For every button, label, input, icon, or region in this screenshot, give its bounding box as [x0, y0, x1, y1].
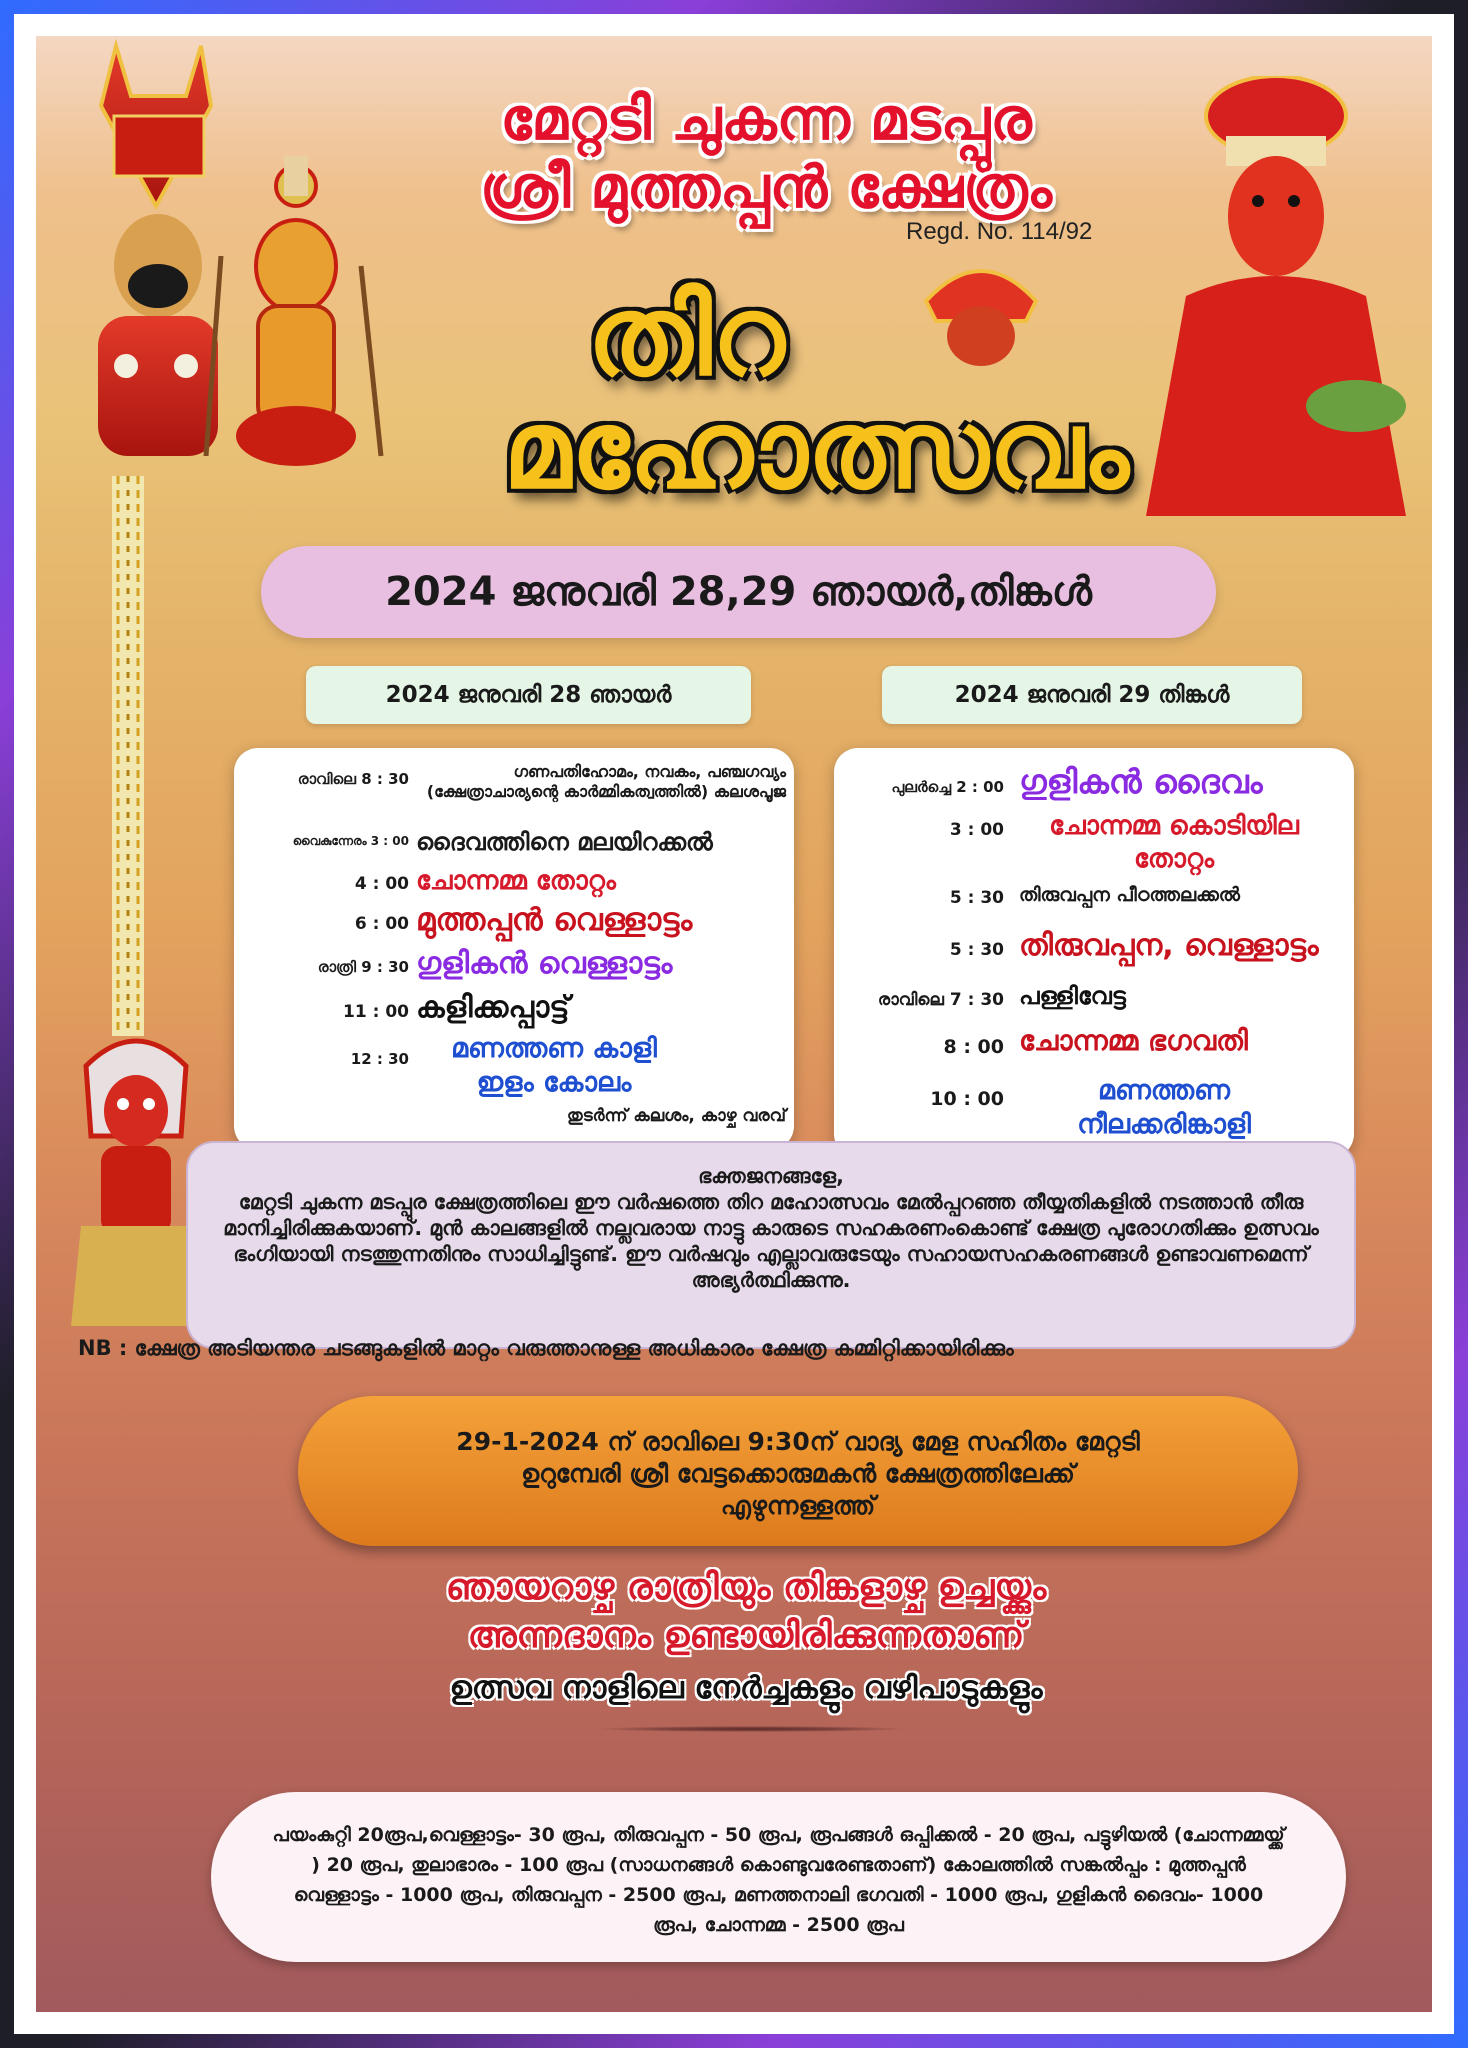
schedule-time: 10 : 00 — [930, 1088, 1004, 1110]
main-date-banner: 2024 ജനുവരി 28,29 ഞായർ,തിങ്കൾ — [261, 546, 1216, 638]
garland-decoration-image — [88, 476, 168, 1036]
offerings-box: പയംകുറ്റി 20രൂപ,വെള്ളാട്ടം- 30 രൂപ, തിരുവപ്പന - 50 രൂപ, രൂപങ്ങൾ ഒപ്പിക്കൽ - 20 രൂപ, പട്ടുഴിയൽ (ചോന്നമ്മയ്ക്ക് ) 20 രൂപ, തുലാഭാരം - 100 രൂപ (സാധനങ്ങൾ കൊണ്ടുവരേണ്ടതാണ്) കോലത്തിൽ സങ്കൽപ്പം : മുത്തപ്പൻ വെള്ളാട്ടം - 1000 രൂപ, തിരുവപ്പന - 2500 രൂപ, മണത്തനാലി ഭഗവതി - 1000 രൂപ, ഗുളികൻ ദൈവം- 1000 രൂപ, ചോന്നമ്മ - 2500 രൂപ — [211, 1792, 1346, 1962]
schedule-event: തിരുവപ്പന, വെള്ളാട്ടം — [1019, 928, 1319, 963]
schedule-event: ചോന്നമ്മ ഭഗവതി — [1019, 1024, 1248, 1057]
day1-label: 2024 ജനുവരി 28 ഞായർ — [306, 666, 751, 724]
schedule-time: 11 : 00 — [343, 1002, 409, 1022]
annadanam-line2: അന്നദാനം ഉണ്ടായിരിക്കുന്നതാണ് — [467, 1615, 1025, 1656]
procession-banner — [298, 1396, 1298, 1546]
schedule-time: വൈകുന്നേരം 3 : 00 — [292, 834, 409, 848]
festival-title-line2: മഹോത്സവം — [503, 388, 1129, 513]
procession-line3: എഴുന്നള്ളത്ത് — [720, 1491, 876, 1520]
schedule-event: തിരുവപ്പന പീഠത്തലക്കൽ — [1019, 884, 1240, 906]
temple-name-line2: ശ്രീ മുത്തപ്പൻ ക്ഷേത്രം — [480, 153, 1052, 221]
annadanam-line1: ഞായറാഴ്ച രാത്രിയും തിങ്കളാഴ്ച ഉച്ചയ്ക്കും — [445, 1567, 1047, 1608]
offerings-title: ഉത്സവ നാളിലെ നേർച്ചകളും വഴിപാടുകളും — [449, 1670, 1043, 1706]
temple-name-line1: മേറ്റടി ചുകന്ന മടപ്പുര — [500, 85, 1032, 153]
schedule-time: 5 : 30 — [949, 888, 1004, 908]
nb-note: NB : ക്ഷേത്ര അടിയന്തര ചടങ്ങുകളിൽ മാറ്റം വരുത്താനുള്ള അധികാരം ക്ഷേത്ര കമ്മിറ്റിക്കായിരിക്കും — [78, 1336, 1014, 1360]
procession-line1: 29-1-2024 ന് രാവിലെ 9:30ന് വാദ്യ മേള സഹിതം മേറ്റടി — [456, 1427, 1140, 1456]
schedule-time: 4 : 00 — [354, 874, 409, 894]
festival-title-line1: തിറ — [587, 272, 785, 400]
schedule-time: 8 : 00 — [943, 1036, 1004, 1058]
schedule-time: 6 : 00 — [354, 914, 409, 934]
message-greeting: ഭക്തജനങ്ങളേ, — [698, 1164, 844, 1188]
schedule-event: ചോന്നമ്മ കൊടിയില തോറ്റം — [1049, 811, 1299, 874]
schedule-event: ഗുളികൻ വെള്ളാട്ടം — [416, 946, 673, 981]
schedule-time: രാവിലെ 8 : 30 — [297, 770, 409, 788]
schedule-time: 3 : 00 — [949, 820, 1004, 840]
schedule-time: പുലർച്ചെ 2 : 00 — [891, 778, 1004, 796]
schedule-time: 12 : 30 — [350, 1050, 409, 1068]
schedule-event: ഗണപതിഹോമം, നവകം, പഞ്ചഗവ്യം (ക്ഷേത്രാചാര്യന്റെ കാർമ്മികത്വത്തിൽ) കലശപൂജ — [426, 762, 786, 801]
divider — [596, 1726, 906, 1732]
schedule-event: മുത്തപ്പൻ വെള്ളാട്ടം — [416, 902, 693, 938]
procession-line2: ഉറുമ്പേരി ശ്രീ വേട്ടക്കൊരുമകൻ ക്ഷേത്രത്തിലേക്ക് — [521, 1459, 1075, 1488]
schedule-time: 5 : 30 — [949, 940, 1004, 960]
day1-schedule-card — [234, 748, 794, 1150]
schedule-footer: തുടർന്ന് കലശം, കാഴ്ച വരവ് — [566, 1106, 786, 1126]
schedule-event: ഗുളികൻ ദൈവം — [1019, 762, 1263, 801]
schedule-event: ദൈവത്തിനെ മലയിറക്കൽ — [416, 828, 713, 856]
day2-label: 2024 ജനുവരി 29 തിങ്കൾ — [882, 666, 1302, 724]
schedule-event: കളിക്കപ്പാട്ട് — [416, 990, 570, 1025]
poster — [36, 36, 1432, 2012]
schedule-time: രാത്രി 9 : 30 — [317, 958, 409, 976]
schedule-event: മണത്തണ കാളി ഇളം കോലം — [451, 1033, 657, 1098]
schedule-event: മണത്തണ നീലക്കരിങ്കാളി — [1077, 1075, 1251, 1140]
annadanam-notice — [196, 1564, 1296, 1660]
schedule-event: പള്ളിവേട്ട — [1019, 982, 1126, 1010]
message-body: മേറ്റടി ചുകന്ന മടപ്പുര ക്ഷേത്രത്തിലെ ഈ വർഷത്തെ തിറ മഹോത്സവം മേൽപ്പറഞ്ഞ തീയ്യതികളിൽ നടത്താൻ തീരു മാനിച്ചിരിക്കുകയാണ്. മുൻ കാലങ്ങളിൽ നല്ലവരായ നാട്ടു കാരുടെ സഹകരണംകൊണ്ട് ക്ഷേത്ര പുരോഗതിക്കും ഉത്സവം ഭംഗിയായി നടത്തുന്നതിനും സാധിച്ചിട്ടുണ്ട്. ഈ വർഷവും എല്ലാവരുടേയും സഹായസഹകരണങ്ങൾ ഉണ്ടാവണമെന്ന് അഭ്യർത്ഥിക്കുന്നു. — [223, 1190, 1319, 1292]
day2-schedule-card — [834, 748, 1354, 1158]
registration-number: Regd. No. 114/92 — [906, 218, 1093, 245]
devotee-message — [186, 1141, 1356, 1349]
schedule-event: ചോന്നമ്മ തോറ്റം — [416, 866, 616, 896]
schedule-time: രാവിലെ 7 : 30 — [877, 990, 1004, 1010]
